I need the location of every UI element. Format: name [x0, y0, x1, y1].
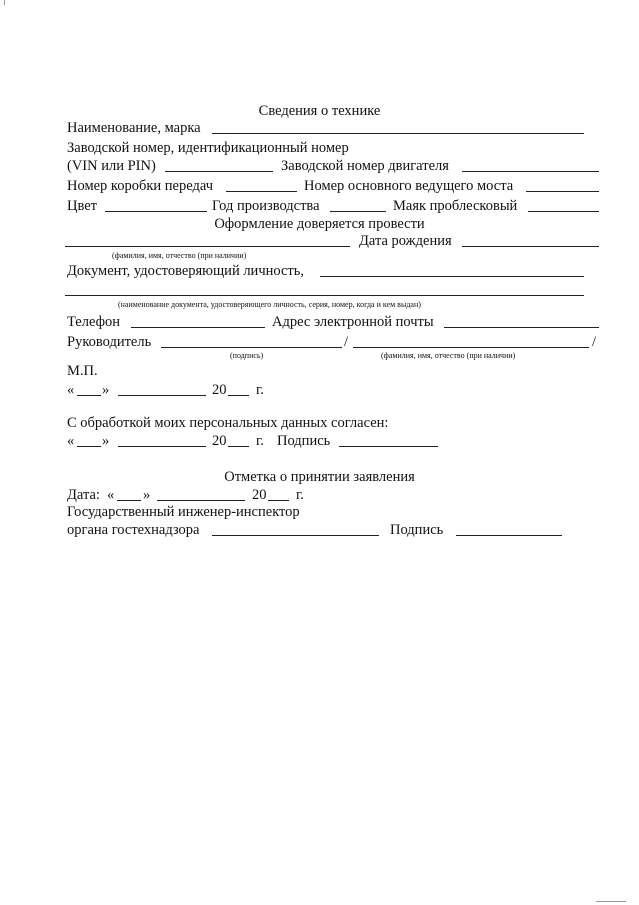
phone-field[interactable]: [131, 327, 265, 328]
head-slash-1: /: [344, 334, 349, 350]
id-document-label: Документ, удостоверяющий личность,: [67, 263, 304, 279]
gearbox-number-label: Номер коробки передач: [67, 178, 214, 194]
id-document-field-line1[interactable]: [320, 276, 584, 277]
color-year-beacon-row: [0, 197, 639, 215]
serial-vin-label-line1: Заводской номер, идентификационный номер: [67, 140, 349, 156]
inspector-label-row-1: [0, 503, 639, 521]
consent-quote-close: »: [102, 433, 110, 449]
serial-vin-label-line2: (VIN или PIN): [67, 158, 156, 174]
inspector-label-line2: органа гостехнадзора: [67, 522, 200, 538]
fio-birthdate-row: [0, 232, 639, 250]
inspector-name-field[interactable]: [212, 535, 379, 536]
acceptance-title: Отметка о принятии заявления: [224, 469, 415, 485]
beacon-field[interactable]: [528, 211, 599, 212]
beacon-label: Маяк проблесковый: [393, 198, 518, 214]
scan-corner-mark: [4, 0, 9, 5]
acceptance-date-row: [0, 486, 639, 504]
year-label: Год производства: [212, 198, 320, 214]
acceptance-month-field[interactable]: [157, 500, 245, 501]
stamp-date-row: [0, 381, 639, 399]
acceptance-date-label: Дата:: [67, 487, 100, 503]
inspector-signature-field[interactable]: [456, 535, 562, 536]
inspector-label-line1: Государственный инженер-инспектор: [67, 504, 300, 520]
consent-day-field[interactable]: [77, 446, 101, 447]
email-label: Адрес электронной почты: [272, 314, 434, 330]
vin-field[interactable]: [165, 171, 273, 172]
acceptance-year-suffix: г.: [296, 487, 304, 503]
gearbox-axle-row: [0, 177, 639, 195]
name-brand-field[interactable]: [212, 133, 584, 134]
stamp-month-field[interactable]: [118, 395, 206, 396]
head-slash-2: /: [592, 334, 597, 350]
mp-label: М.П.: [67, 363, 98, 379]
fio-hint: (фамилия, имя, отчество (при наличии): [112, 251, 247, 260]
consent-signature-field[interactable]: [339, 446, 438, 447]
phone-label: Телефон: [67, 314, 120, 330]
mp-row: [0, 362, 639, 380]
head-fio-hint: (фамилия, имя, отчество (при наличии): [381, 351, 516, 360]
vin-engine-row: [0, 157, 639, 175]
phone-email-row: [0, 313, 639, 331]
stamp-quote-open: «: [67, 382, 75, 398]
gearbox-number-field[interactable]: [226, 191, 297, 192]
id-document-row: [0, 262, 639, 280]
stamp-year-field[interactable]: [228, 395, 249, 396]
stamp-day-field[interactable]: [77, 395, 101, 396]
color-label: Цвет: [67, 198, 98, 214]
acceptance-title-row: [0, 468, 639, 486]
consent-year-field[interactable]: [228, 446, 249, 447]
inspector-signature-label: Подпись: [390, 522, 444, 538]
trust-section-title-row: [0, 215, 639, 233]
consent-quote-open: «: [67, 433, 75, 449]
consent-month-field[interactable]: [118, 446, 206, 447]
year-field[interactable]: [330, 211, 386, 212]
head-label: Руководитель: [67, 334, 152, 350]
acceptance-quote-open: «: [107, 487, 115, 503]
trusted-fio-field[interactable]: [65, 246, 350, 247]
head-row: [0, 333, 639, 351]
email-field[interactable]: [444, 327, 599, 328]
stamp-year-suffix: г.: [256, 382, 264, 398]
inspector-label-row-2: [0, 521, 639, 539]
consent-year-prefix: 20: [212, 433, 227, 449]
axle-number-label: Номер основного ведущего моста: [304, 178, 514, 194]
acceptance-day-field[interactable]: [117, 500, 141, 501]
stamp-year-prefix: 20: [212, 382, 227, 398]
page-bottom-mark: [596, 901, 626, 902]
id-document-field-line2[interactable]: [65, 295, 584, 296]
acceptance-year-field[interactable]: [268, 500, 289, 501]
consent-label: С обработкой моих персональных данных согласен:: [67, 415, 389, 431]
color-field[interactable]: [105, 211, 207, 212]
consent-year-suffix: г.: [256, 433, 264, 449]
serial-vin-label-row: [0, 139, 639, 157]
name-brand-label: Наименование, марка: [67, 120, 201, 136]
signature-hint: (подпись): [230, 351, 264, 360]
axle-number-field[interactable]: [526, 191, 599, 192]
birth-date-field[interactable]: [462, 246, 599, 247]
acceptance-quote-close: »: [143, 487, 151, 503]
consent-date-row: [0, 432, 639, 450]
head-fio-field[interactable]: [353, 347, 589, 348]
acceptance-year-prefix: 20: [252, 487, 267, 503]
consent-row: [0, 414, 639, 432]
stamp-quote-close: »: [102, 382, 110, 398]
id-document-line2-row: [0, 281, 639, 299]
birth-date-label: Дата рождения: [359, 233, 452, 249]
consent-signature-label: Подпись: [277, 433, 331, 449]
engine-number-field[interactable]: [462, 171, 599, 172]
trust-section-title: Оформление доверяется провести: [214, 216, 425, 232]
vehicle-section-title: Сведения о технике: [258, 103, 381, 119]
engine-number-label: Заводской номер двигателя: [281, 158, 449, 174]
head-signature-field[interactable]: [161, 347, 342, 348]
vehicle-section-title-row: [0, 102, 639, 120]
name-brand-row: [0, 119, 639, 137]
id-document-hint: (наименование документа, удостоверяющего личность, серия, номер, когда и кем выдан): [118, 300, 421, 309]
